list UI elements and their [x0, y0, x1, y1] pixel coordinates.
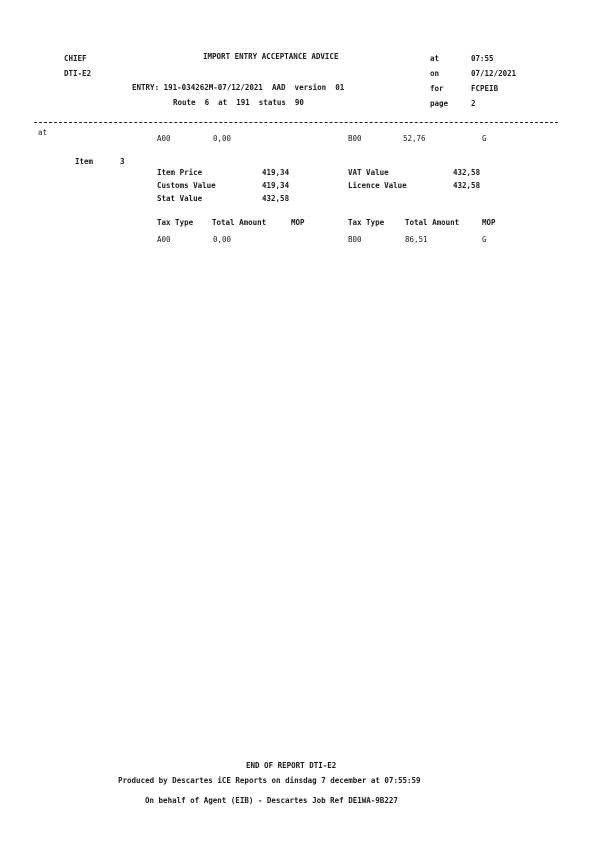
stat-value-label: Stat Value — [157, 194, 203, 203]
prev-right-tax-type: B00 — [348, 134, 362, 143]
vat-value-value: 432,58 — [453, 168, 481, 177]
produced-by-line: Produced by Descartes iCE Reports on dinsdag 7 december at 07:55:59 — [118, 776, 421, 785]
header-divider — [34, 122, 558, 123]
prev-left-amount: 0,00 — [213, 134, 232, 143]
date-label: on — [430, 69, 440, 78]
entry-line: ENTRY: 191-034262M-07/12/2021 AAD version 01 — [132, 83, 345, 92]
mop-header-left: MOP — [291, 218, 305, 227]
item-label: Item — [75, 157, 94, 166]
prev-right-amount: 52,76 — [403, 134, 426, 143]
customs-value-value: 419,34 — [262, 181, 290, 190]
item-price-value: 419,34 — [262, 168, 290, 177]
customs-value-label: Customs Value — [157, 181, 216, 190]
report-code: DTI-E2 — [64, 69, 92, 78]
mop-header-right: MOP — [482, 218, 496, 227]
prev-right-mop: G — [482, 134, 487, 143]
stat-value-value: 432,58 — [262, 194, 290, 203]
prev-left-tax-type: A00 — [157, 134, 171, 143]
tax-type-header-right: Tax Type — [348, 218, 385, 227]
system-name: CHIEF — [64, 54, 87, 63]
page-label: page — [430, 99, 449, 108]
total-amount-header-left: Total Amount — [212, 218, 267, 227]
route-line: Route 6 at 191 status 90 — [173, 98, 304, 107]
tax-right-type: B00 — [348, 235, 362, 244]
for-label: for — [430, 84, 444, 93]
page-number: 2 — [471, 99, 476, 108]
report-title: IMPORT ENTRY ACCEPTANCE ADVICE — [203, 52, 339, 61]
tax-left-amount: 0,00 — [213, 235, 232, 244]
date-value: 07/12/2021 — [471, 69, 517, 78]
for-value: FCPEIB — [471, 84, 499, 93]
time-label: at — [430, 54, 440, 63]
agent-line: On behalf of Agent (EIB) - Descartes Job Ref DE1WA-9B227 — [145, 796, 398, 805]
tax-left-type: A00 — [157, 235, 171, 244]
vat-value-label: VAT Value — [348, 168, 389, 177]
item-number: 3 — [120, 157, 125, 166]
end-of-report: END OF REPORT DTI-E2 — [246, 761, 337, 770]
tax-right-amount: 86,51 — [405, 235, 428, 244]
continuation-marker: at — [38, 128, 48, 137]
licence-value-value: 432,58 — [453, 181, 481, 190]
tax-right-mop: G — [482, 235, 487, 244]
total-amount-header-right: Total Amount — [405, 218, 460, 227]
tax-type-header-left: Tax Type — [157, 218, 194, 227]
time-value: 07:55 — [471, 54, 494, 63]
item-price-label: Item Price — [157, 168, 203, 177]
licence-value-label: Licence Value — [348, 181, 407, 190]
